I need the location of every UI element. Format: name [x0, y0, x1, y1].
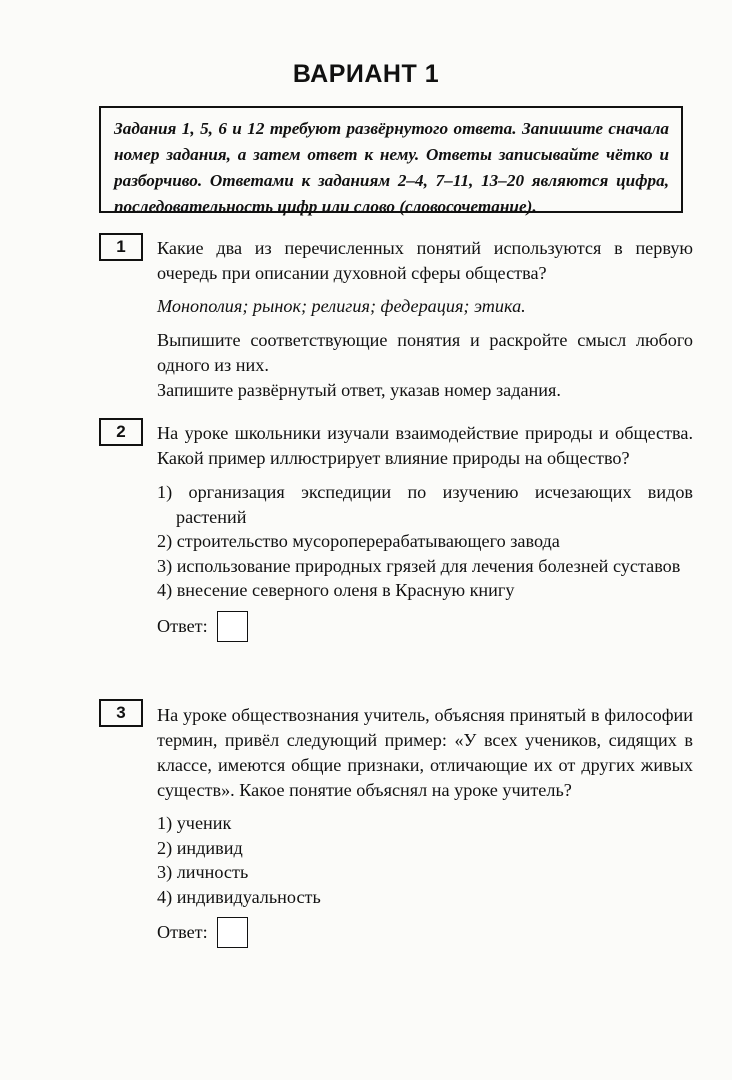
question-3-text: На уроке обществознания учитель, объясняя принятый в философии термин, привёл следующий пример: «У всех учеников, сидящих в классе, имеются общие признаки, отличающие их от других живых существ». Какое понятие объяснял на уроке учитель? — [157, 705, 693, 800]
question-3 — [157, 703, 693, 948]
question-3-option-2: 2) индивид — [157, 837, 243, 858]
question-2-option-2: 2) строительство мусороперерабатывающего завода — [157, 531, 560, 551]
question-3-option-3: 3) личность — [157, 862, 249, 882]
question-3-option-4: 4) индивидуальность — [157, 886, 321, 907]
variant-title: ВАРИАНТ 1 — [292, 60, 440, 88]
question-2-option-1: 1) организация экспедиции по изучению исчезающих видов растений — [157, 482, 693, 527]
question-3-option-1: 1) ученик — [157, 813, 232, 833]
question-1-text: Какие два из перечисленных понятий используются в первую очередь при описании духовной сферы общества? — [157, 238, 693, 283]
instructions-box — [99, 106, 683, 216]
question-1 — [157, 236, 693, 403]
question-2-answer-label: Ответ: — [157, 615, 208, 636]
question-2-text: На уроке школьники изучали взаимодействие природы и общества. Какой пример иллюстрирует влияние природы на общество? — [157, 423, 693, 468]
instructions-text: Задания 1, 5, 6 и 12 требуют развёрнутого ответа. Запишите сначала номер задания, а затем ответ к нему. Ответы записывайте чётко и разборчиво. Ответами к заданиям 2–4, 7–11, 13–20 являются цифра, последовательность цифр или слово (словосочетание). — [114, 119, 669, 216]
question-number-3: 3 — [99, 699, 143, 727]
question-1-note: Запишите развёрнутый ответ, указав номер задания. — [157, 380, 561, 400]
question-3-answer-label: Ответ: — [157, 922, 208, 942]
question-3-answer-box[interactable] — [217, 917, 248, 948]
question-1-terms: Монополия; рынок; религия; федерация; этика. — [157, 296, 526, 316]
question-2-option-3: 3) использование природных грязей для лечения болезней суставов — [157, 555, 681, 576]
question-1-task: Выпишите соответствующие понятия и раскройте смысл любого одного из них. — [157, 330, 693, 375]
question-3-options — [157, 811, 693, 909]
question-3-answer-row — [157, 917, 693, 948]
question-2-answer-box[interactable] — [217, 611, 248, 642]
question-number-1: 1 — [99, 233, 143, 261]
question-2-options — [157, 480, 693, 603]
question-2-option-4: 4) внесение северного оленя в Красную книгу — [157, 580, 515, 600]
question-2 — [157, 421, 693, 642]
question-number-2: 2 — [99, 418, 143, 446]
question-2-answer-row — [157, 611, 693, 642]
